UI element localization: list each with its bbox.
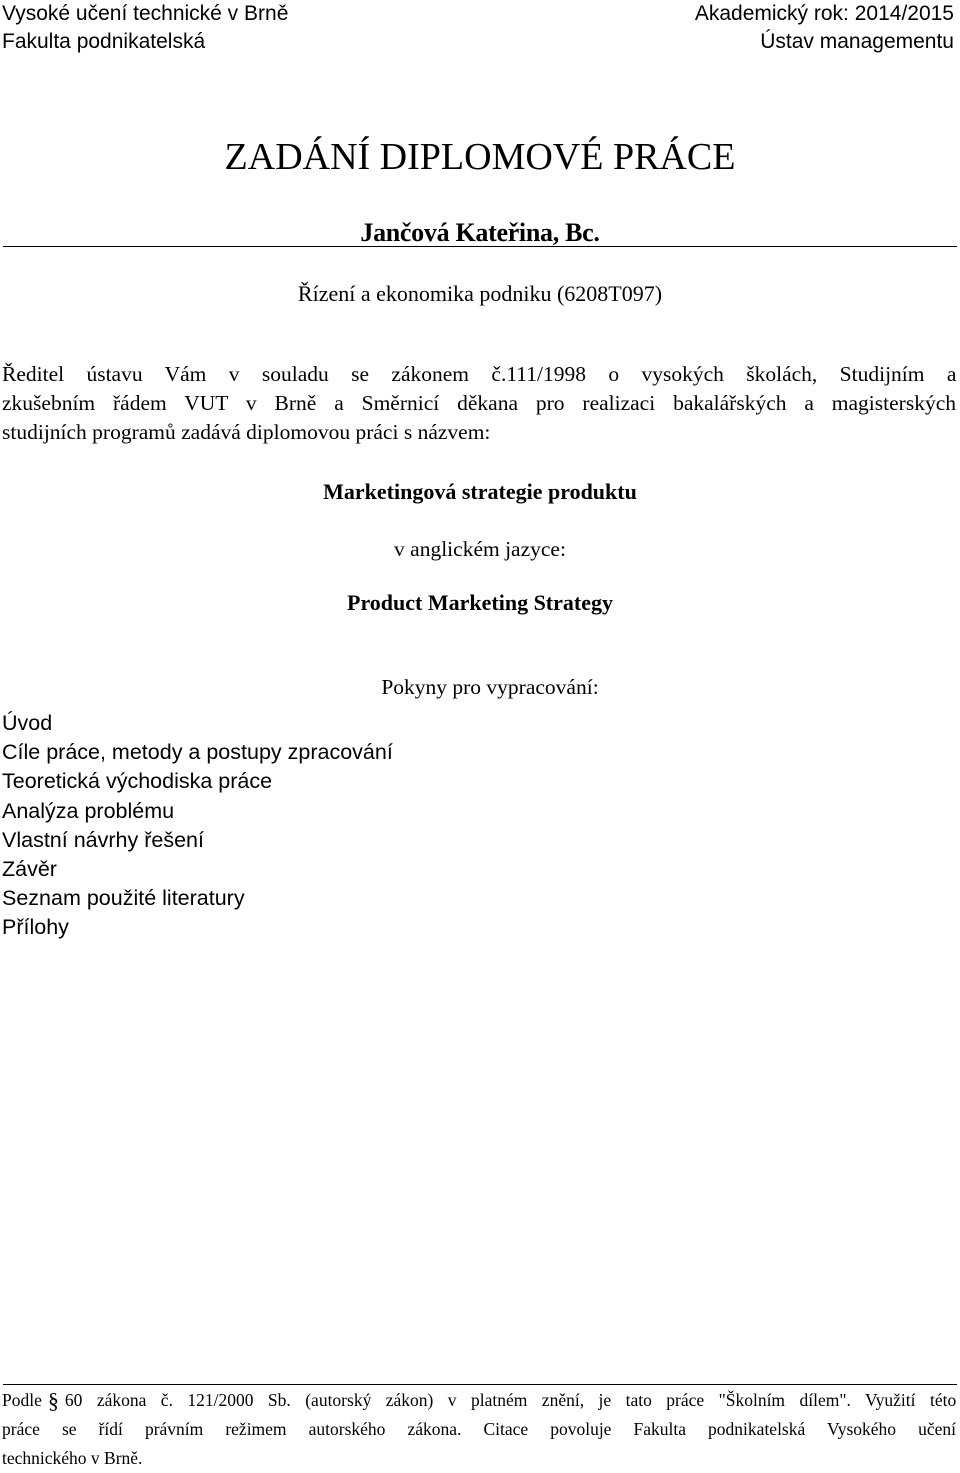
thesis-title-cz: Marketingová strategie produktu: [323, 479, 637, 504]
intro-line: Ředitel ústavu Vám v souladu se zákonem č.111/1998 o vysokých školách, Studijním a: [2, 362, 957, 386]
list-item: Úvod: [2, 711, 53, 735]
list-item: Závěr: [2, 857, 57, 882]
list-item: Analýza problému: [2, 798, 175, 823]
thesis-title-en: Product Marketing Strategy: [347, 590, 613, 615]
list-item: Seznam použité literatury: [2, 886, 245, 911]
footer-line: [2, 1386, 956, 1415]
footer-divider: [3, 1384, 957, 1385]
english-label: v anglickém jazyce:: [394, 537, 566, 561]
list-item: Teoretická východiska práce: [2, 769, 273, 794]
intro-line: studijních programů zadává diplomovou práci s názvem:: [2, 420, 491, 444]
name-divider: [3, 246, 957, 247]
university-name: Vysoké učení technické v Brně: [2, 2, 289, 25]
document-title: ZADÁNÍ DIPLOMOVÉ PRÁCE: [224, 136, 736, 178]
student-name: Jančová Kateřina, Bc.: [360, 218, 600, 247]
list-item: Cíle práce, metody a postupy zpracování: [2, 740, 393, 765]
instructions-label: Pokyny pro vypracování:: [381, 675, 599, 699]
footer-line: technického v Brně.: [2, 1448, 143, 1468]
footer-prefix: Podle: [2, 1390, 42, 1410]
footer-line1: 60 zákona č. 121/2000 Sb. (autorský zákon) v platném znění, je tato práce "Školním dílem". Využití této: [64, 1390, 957, 1410]
footer-line: práce se řídí právním režimem autorského zákona. Citace povoluje Fakulta podnikatelská Vysokého učení: [2, 1419, 956, 1439]
faculty-name: Fakulta podnikatelská: [2, 30, 206, 53]
list-item: Přílohy: [2, 915, 69, 940]
academic-year: Akademický rok: 2014/2015: [694, 2, 954, 25]
section-symbol: §: [47, 1388, 59, 1413]
intro-paragraph: [2, 360, 956, 447]
copyright-notice: [2, 1386, 956, 1473]
list-item: Vlastní návrhy řešení: [2, 827, 204, 852]
institute-name: Ústav managementu: [760, 30, 954, 53]
intro-line: zkušebním řádem VUT v Brně a Směrnicí děkana pro realizaci bakalářských a magisterských: [2, 391, 956, 415]
instructions-list: [2, 709, 393, 943]
study-field: Řízení a ekonomika podniku (6208T097): [297, 281, 663, 306]
